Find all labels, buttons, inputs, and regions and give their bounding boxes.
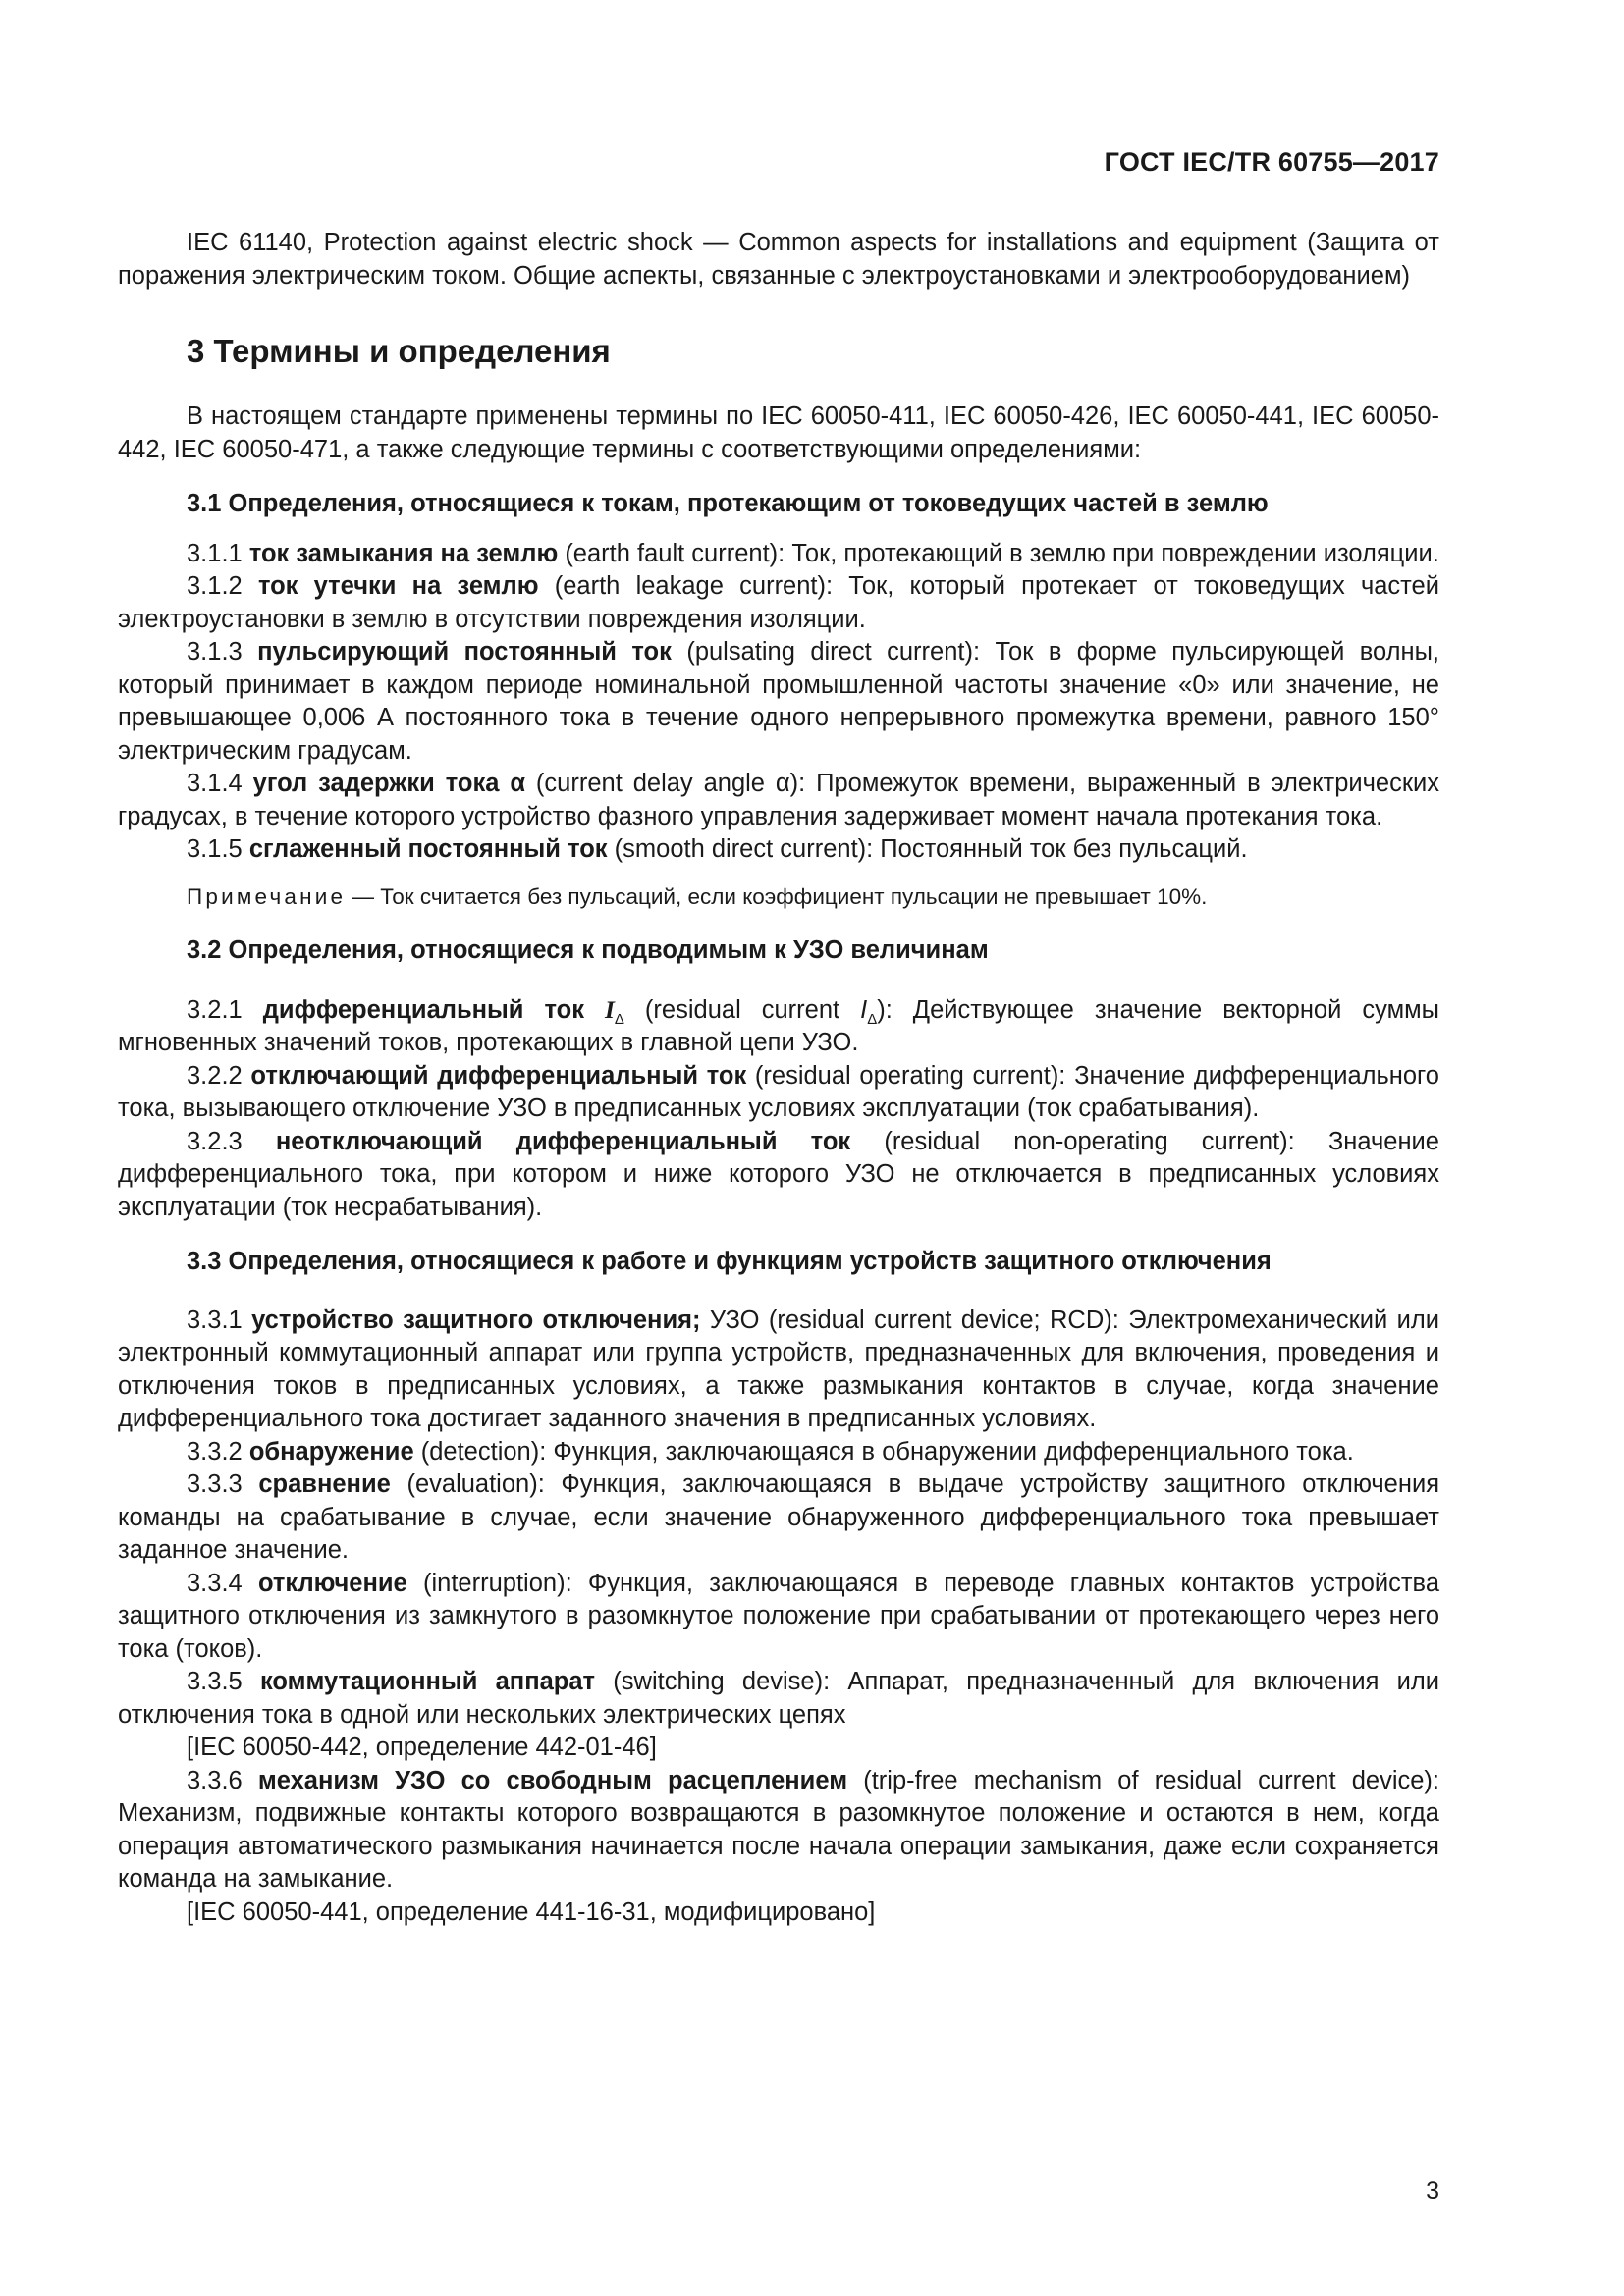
section-intro: В настоящем стандарте применены термины по IEC 60050-411, IEC 60050-426, IEC 60050-441, IEC 60050-442, IEC 60050-471, а также следующие термины с соответствующими определениями: xyxy=(118,402,1439,463)
term-3-1-5 xyxy=(118,833,1439,867)
term-number: 3.1.2 xyxy=(187,572,258,600)
term-definition: (residual operating current): Значение дифференциального тока, вызывающего отключение УЗО в предписанных условиях эксплуатации (ток срабатывания). xyxy=(118,1061,1439,1122)
source-reference: [IEC 60050-442, определение 442-01-46] xyxy=(187,1734,657,1761)
term-definition: (earth fault current): Ток, протекающий в землю при повреждении изоляции. xyxy=(558,539,1439,567)
term-name: сравнение xyxy=(258,1470,391,1498)
subsection-heading-3-1: 3.1 Определения, относящиеся к токам, протекающим от токоведущих частей в землю xyxy=(187,490,1269,517)
term-3-3-2 xyxy=(118,1436,1439,1469)
term-3-3-1 xyxy=(118,1305,1439,1436)
term-definition: (current delay angle α): Промежуток времени, выраженный в электрических градусах, в течение которого устройство фазного управления задерживает момент начала протекания тока. xyxy=(118,770,1439,830)
term-name: устройство защитного отключения; xyxy=(251,1306,701,1334)
term-number: 3.1.5 xyxy=(187,835,249,863)
term-definition: (earth leakage current): Ток, который протекает от токоведущих частей электроустановки в землю в отсутствии повреждения изоляции. xyxy=(118,572,1439,633)
term-3-3-4 xyxy=(118,1568,1439,1667)
term-number: 3.2.1 xyxy=(187,995,263,1024)
term-name: неотключающий дифференциальный ток xyxy=(275,1127,851,1155)
term-3-2-2 xyxy=(118,1060,1439,1126)
standard-designation: ГОСТ IEC/TR 60755—2017 xyxy=(1104,147,1439,177)
term-number: 3.3.6 xyxy=(187,1766,258,1794)
source-reference: [IEC 60050-441, определение 441-16-31, модифицировано] xyxy=(187,1897,876,1926)
term-3-1-4 xyxy=(118,768,1439,833)
term-number: 3.3.5 xyxy=(187,1668,260,1695)
term-name: отключающий дифференциальный ток xyxy=(250,1061,747,1090)
term-name: ток замыкания на землю xyxy=(248,539,559,567)
term-name: сглаженный постоянный ток xyxy=(248,835,608,863)
symbol-subscript: Δ xyxy=(614,1010,624,1028)
note xyxy=(118,881,1439,914)
term-name: коммутационный аппарат xyxy=(259,1668,596,1695)
subsection-heading-3-2: 3.2 Определения, относящиеся к подводимым к УЗО величинам xyxy=(187,936,989,964)
section-heading: 3 Термины и определения xyxy=(187,333,611,369)
term-number: 3.3.3 xyxy=(187,1470,259,1498)
term-name: дифференциальный ток xyxy=(262,995,584,1024)
term-definition: (pulsating direct current): Ток в форме пульсирующей волны, который принимает в каждом периоде номинальной промышленной частоты значение «0» или значение, не превышающее 0,006 А постоянного тока в течение одного непрерывного промежутка времени, равного 150° электрическим градусам. xyxy=(118,638,1440,765)
term-number: 3.1.4 xyxy=(187,770,253,797)
term-definition: УЗО (residual current device; RCD): Электромеханический или электронный коммутационный аппарат или группа устройств, предназначенных для включения, проведения и отключения токов в предписанных условиях, а также размыкания контактов в случае, когда значение дифференциального тока достигает заданного значения в предписанных условиях. xyxy=(118,1306,1439,1432)
symbol: I xyxy=(604,994,615,1024)
reference-entry: IEC 61140, Protection against electric shock — Common aspects for installations and equipment (Защита от поражения электрическим током. Общие аспекты, связанные с электроустановками и электрооборудованием) xyxy=(118,229,1439,290)
term-3-1-3 xyxy=(118,636,1439,768)
term-name: пульсирующий постоянный ток xyxy=(257,638,672,666)
term-definition: (residual non-operating current): Значение дифференциального тока, при котором и ниже которого УЗО не отключается в предписанных условиях эксплуатации (ток несрабатывания). xyxy=(118,1127,1439,1221)
page-body xyxy=(118,227,1439,1929)
note-label: Примечание xyxy=(187,883,347,909)
term-name: ток утечки на землю xyxy=(257,572,539,600)
term-number: 3.1.1 xyxy=(187,539,249,567)
page-number: 3 xyxy=(1426,2177,1439,2205)
term-3-3-5 xyxy=(118,1666,1439,1732)
term-number: 3.2.2 xyxy=(187,1061,251,1090)
term-3-2-3 xyxy=(118,1126,1439,1225)
term-name: механизм УЗО со свободным расцеплением xyxy=(257,1766,848,1794)
symbol: I xyxy=(860,995,868,1024)
term-definition: (interruption): Функция, заключающаяся в переводе главных контактов устройства защитного отключения из замкнутого в разомкнутое положение при срабатывании от протекающего через него тока (токов). xyxy=(118,1569,1440,1663)
term-number: 3.2.3 xyxy=(187,1127,276,1155)
term-3-1-1 xyxy=(118,538,1439,571)
term-3-3-3 xyxy=(118,1468,1439,1568)
term-name: угол задержки тока α xyxy=(252,770,526,797)
term-definition: (trip-free mechanism of residual current device): Механизм, подвижные контакты которого возвращаются в разомкнутое положение и остаются в нем, когда операция автоматического размыкания начинается после начала операции замыкания, даже если сохраняется команда на замыкание. xyxy=(118,1766,1439,1893)
term-definition: (smooth direct current): Постоянный ток без пульсаций. xyxy=(607,835,1248,863)
term-definition: (switching devise): Аппарат, предназначенный для включения или отключения тока в одной или нескольких электрических цепях xyxy=(118,1668,1439,1729)
term-3-1-2 xyxy=(118,570,1439,636)
term-name: обнаружение xyxy=(248,1437,414,1466)
term-definition: (evaluation): Функция, заключающаяся в выдаче устройству защитного отключения команды на срабатывание в случае, если значение обнаруженного дифференциального тока превышает заданное значение. xyxy=(118,1470,1439,1564)
term-number: 3.1.3 xyxy=(187,638,258,666)
term-definition: (residual current xyxy=(623,995,861,1024)
term-3-2-1 xyxy=(118,993,1439,1060)
term-name: отключение xyxy=(257,1569,407,1597)
subsection-heading-3-3: 3.3 Определения, относящиеся к работе и функциям устройств защитного отключения xyxy=(187,1248,1272,1275)
note-text: — Ток считается без пульсаций, если коэффициент пульсации не превышает 10%. xyxy=(346,883,1208,909)
symbol-subscript: Δ xyxy=(867,1010,878,1028)
term-number: 3.3.1 xyxy=(187,1306,252,1334)
term-3-3-6 xyxy=(118,1765,1439,1896)
term-definition: ): Действующее значение векторной суммы мгновенных значений токов, протекающих в главной цепи УЗО. xyxy=(118,995,1439,1056)
term-number: 3.3.4 xyxy=(187,1569,258,1597)
term-number: 3.3.2 xyxy=(187,1437,249,1466)
term-definition: (detection): Функция, заключающаяся в обнаружении дифференциального тока. xyxy=(413,1437,1354,1466)
